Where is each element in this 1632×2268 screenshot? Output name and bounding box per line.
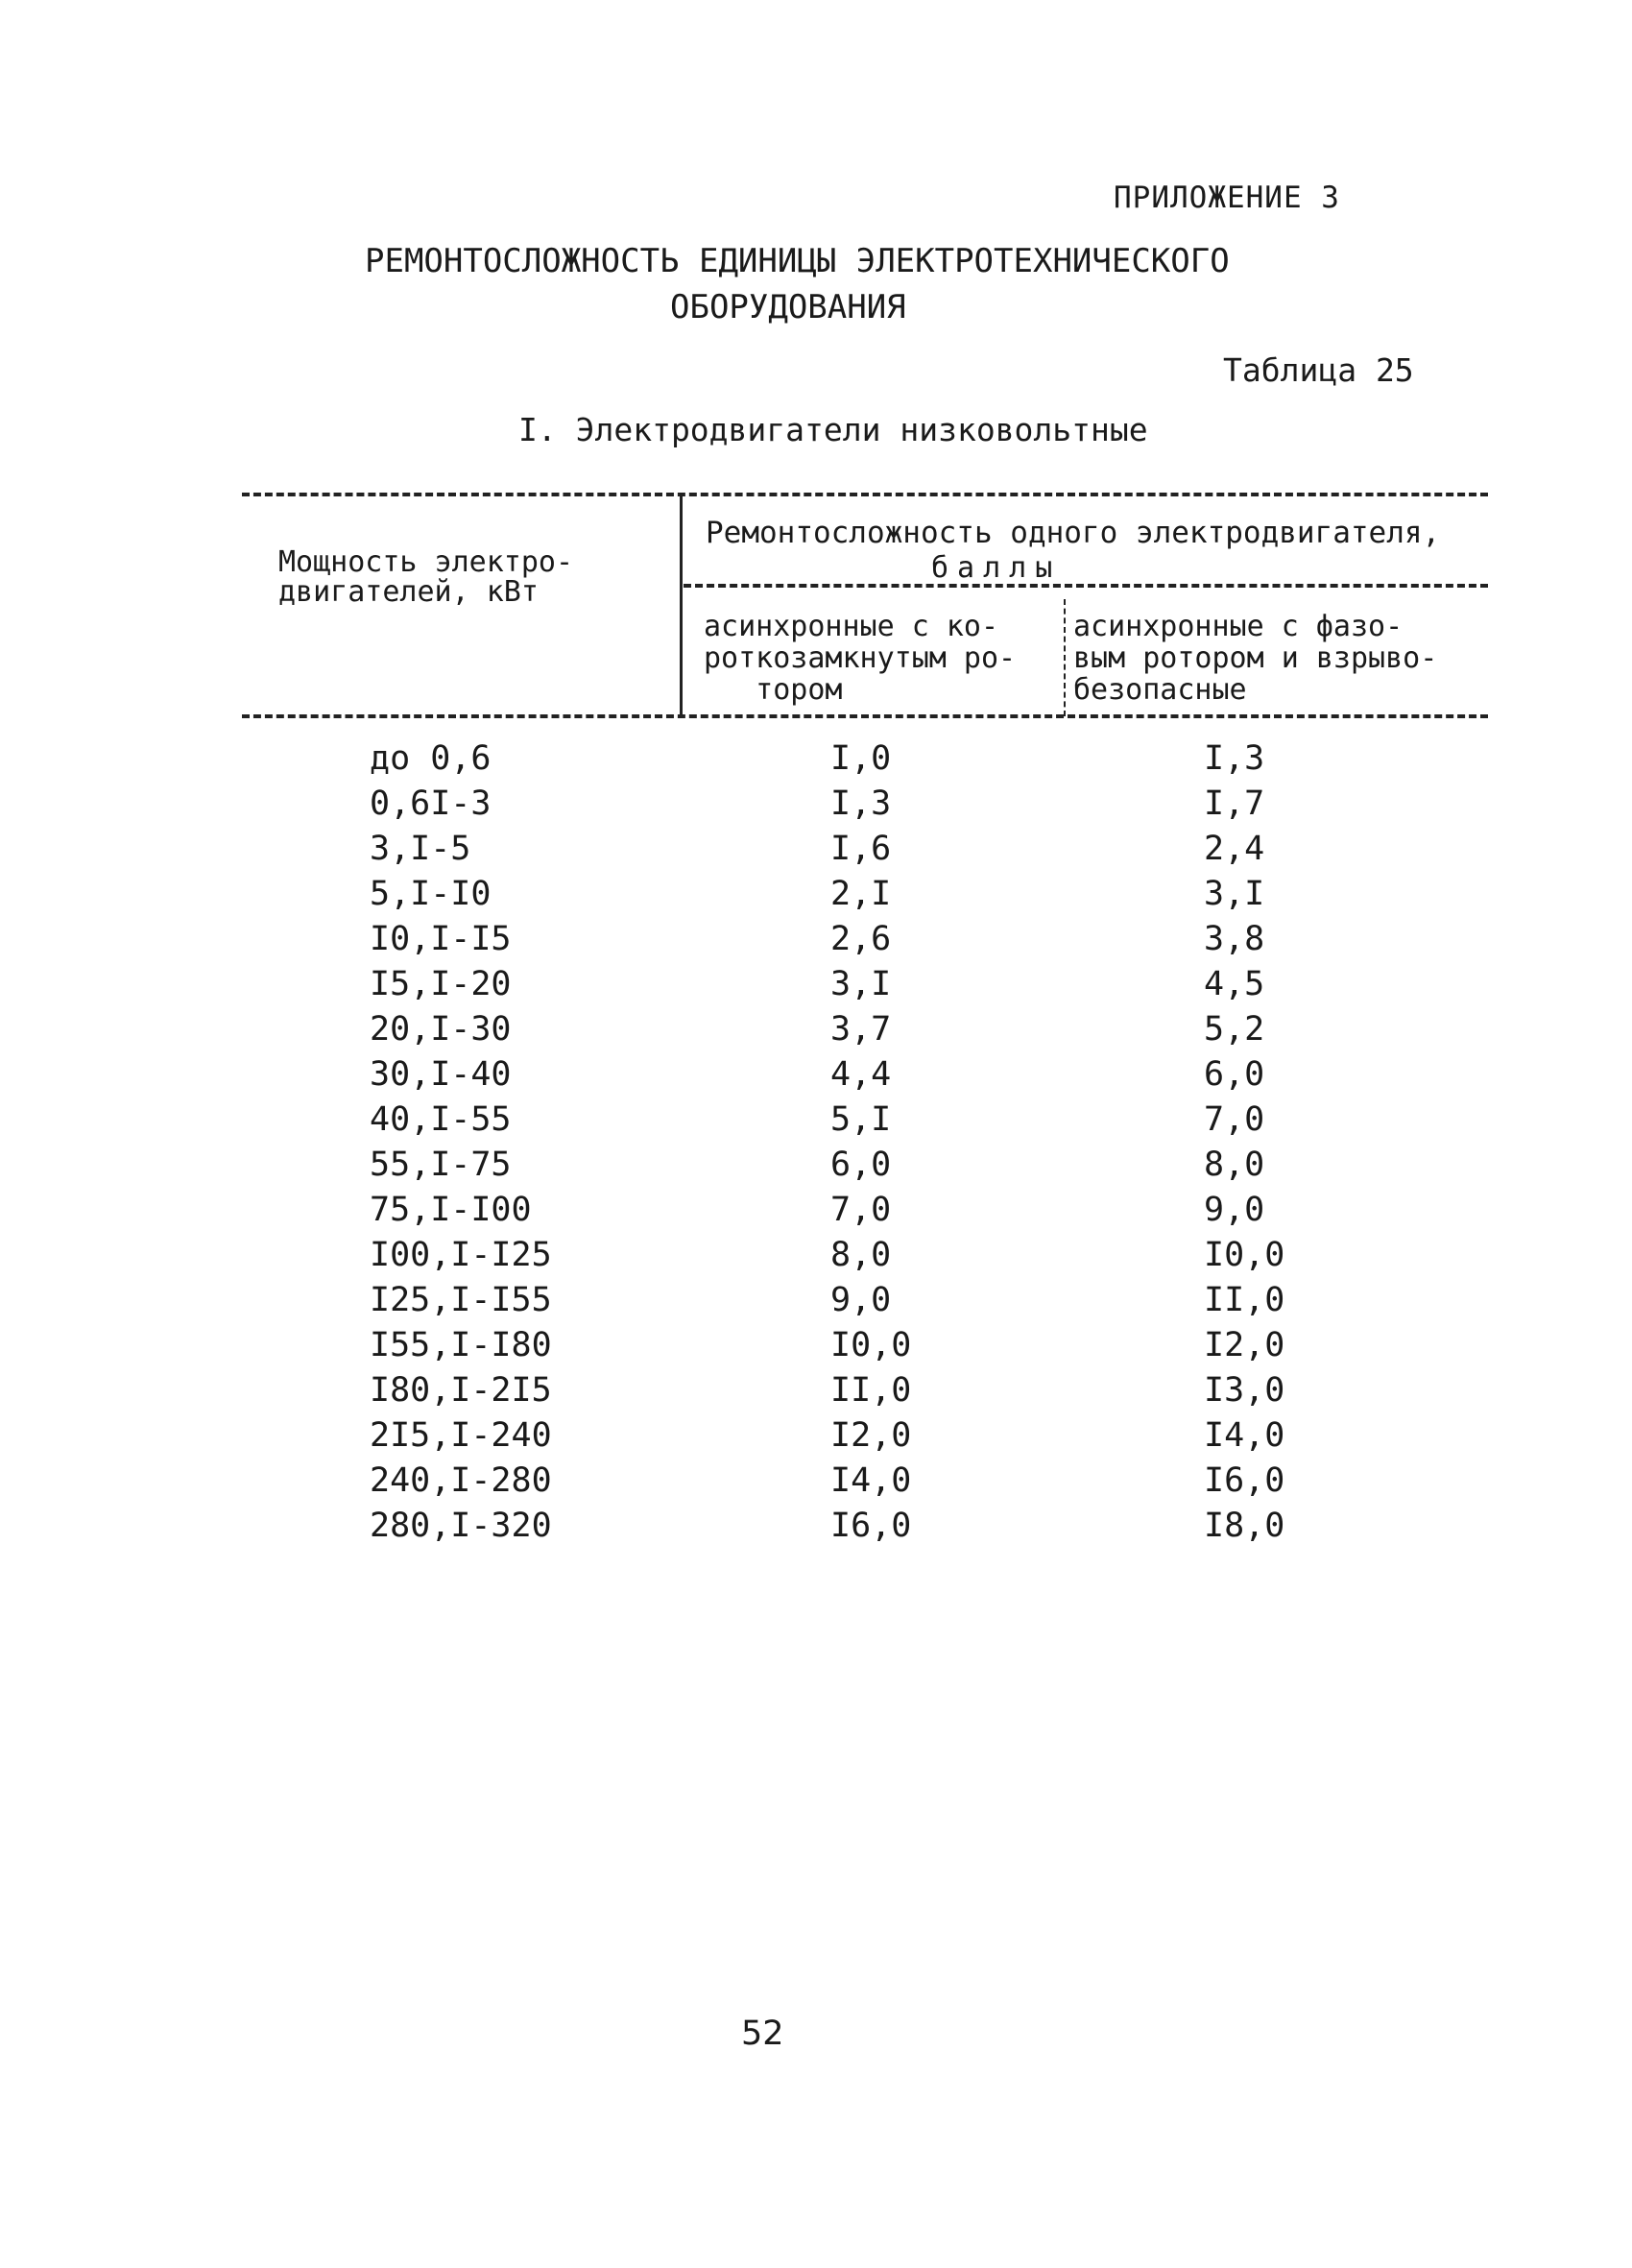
group-header-rule: [684, 584, 1488, 588]
cell-power: I0,I-I5: [370, 920, 512, 958]
cell-phase-rotor: 5,2: [1204, 1010, 1265, 1049]
cell-phase-rotor: 2,4: [1204, 830, 1265, 868]
document-title-line-1: РЕМОНТОСЛОЖНОСТЬ ЕДИНИЦЫ ЭЛЕКТРОТЕХНИЧЕСКОГО: [365, 242, 1230, 280]
cell-phase-rotor: I0,0: [1204, 1236, 1285, 1274]
cell-power: I5,I-20: [370, 965, 512, 1003]
group-header: Ремонтосложность одного электродвигателя,: [706, 516, 1441, 550]
cell-short-circuit-rotor: 2,I: [830, 875, 892, 913]
cell-power: 280,I-320: [370, 1507, 552, 1545]
cell-power: I55,I-I80: [370, 1326, 552, 1364]
page-number: 52: [741, 2015, 784, 2053]
cell-power: 75,I-I00: [370, 1191, 532, 1229]
cell-power: 40,I-55: [370, 1100, 512, 1139]
cell-power: 240,I-280: [370, 1461, 552, 1500]
cell-phase-rotor: 7,0: [1204, 1100, 1265, 1139]
cell-short-circuit-rotor: I6,0: [830, 1507, 912, 1545]
cell-power: до 0,6: [370, 739, 492, 778]
cell-short-circuit-rotor: 8,0: [830, 1236, 892, 1274]
cell-short-circuit-rotor: I4,0: [830, 1461, 912, 1500]
cell-power: 5,I-I0: [370, 875, 492, 913]
cell-power: 55,I-75: [370, 1146, 512, 1184]
cell-power: 20,I-30: [370, 1010, 512, 1049]
cell-power: 2I5,I-240: [370, 1416, 552, 1455]
group-header-unit: баллы: [931, 551, 1062, 585]
cell-short-circuit-rotor: I0,0: [830, 1326, 912, 1364]
table-top-rule: [242, 493, 1488, 496]
cell-short-circuit-rotor: 9,0: [830, 1281, 892, 1319]
cell-short-circuit-rotor: 3,7: [830, 1010, 892, 1049]
cell-short-circuit-rotor: II,0: [830, 1371, 912, 1410]
cell-phase-rotor: I3,0: [1204, 1371, 1285, 1410]
cell-short-circuit-rotor: 4,4: [830, 1055, 892, 1094]
cell-short-circuit-rotor: 2,6: [830, 920, 892, 958]
column-header-phase-rotor: асинхронные с фазо- вым ротором и взрыво- безопасные: [1073, 610, 1438, 707]
cell-short-circuit-rotor: I2,0: [830, 1416, 912, 1455]
cell-power: 0,6I-3: [370, 784, 492, 823]
cell-power: I00,I-I25: [370, 1236, 552, 1274]
cell-short-circuit-rotor: I,3: [830, 784, 892, 823]
document-title-line-2: ОБОРУДОВАНИЯ: [670, 288, 906, 326]
appendix-label: ПРИЛОЖЕНИЕ 3: [1114, 181, 1340, 215]
cell-phase-rotor: 4,5: [1204, 965, 1265, 1003]
cell-short-circuit-rotor: 5,I: [830, 1100, 892, 1139]
cell-phase-rotor: 8,0: [1204, 1146, 1265, 1184]
cell-phase-rotor: I8,0: [1204, 1507, 1285, 1545]
cell-power: 30,I-40: [370, 1055, 512, 1094]
cell-phase-rotor: I2,0: [1204, 1326, 1285, 1364]
cell-power: I25,I-I55: [370, 1281, 552, 1319]
cell-phase-rotor: 3,8: [1204, 920, 1265, 958]
column-header-short-circuit-rotor: асинхронные с ко- роткозамкнутым ро- тором: [704, 610, 1017, 707]
cell-phase-rotor: I6,0: [1204, 1461, 1285, 1500]
cell-short-circuit-rotor: I,6: [830, 830, 892, 868]
cell-short-circuit-rotor: 7,0: [830, 1191, 892, 1229]
column-divider-2: [1064, 599, 1066, 716]
cell-phase-rotor: 9,0: [1204, 1191, 1265, 1229]
cell-power: 3,I-5: [370, 830, 471, 868]
cell-phase-rotor: II,0: [1204, 1281, 1285, 1319]
table-number: Таблица 25: [1223, 351, 1414, 389]
column-header-power: Мощность электро- двигателей, кВт: [278, 545, 574, 609]
cell-phase-rotor: I,3: [1204, 739, 1265, 778]
header-bottom-rule: [242, 714, 1488, 718]
column-divider-1: [680, 495, 683, 717]
cell-power: I80,I-2I5: [370, 1371, 552, 1410]
cell-phase-rotor: I4,0: [1204, 1416, 1285, 1455]
cell-phase-rotor: I,7: [1204, 784, 1265, 823]
cell-short-circuit-rotor: I,0: [830, 739, 892, 778]
cell-short-circuit-rotor: 6,0: [830, 1146, 892, 1184]
cell-phase-rotor: 3,I: [1204, 875, 1265, 913]
cell-short-circuit-rotor: 3,I: [830, 965, 892, 1003]
section-title: I. Электродвигатели низковольтные: [518, 411, 1148, 448]
cell-phase-rotor: 6,0: [1204, 1055, 1265, 1094]
